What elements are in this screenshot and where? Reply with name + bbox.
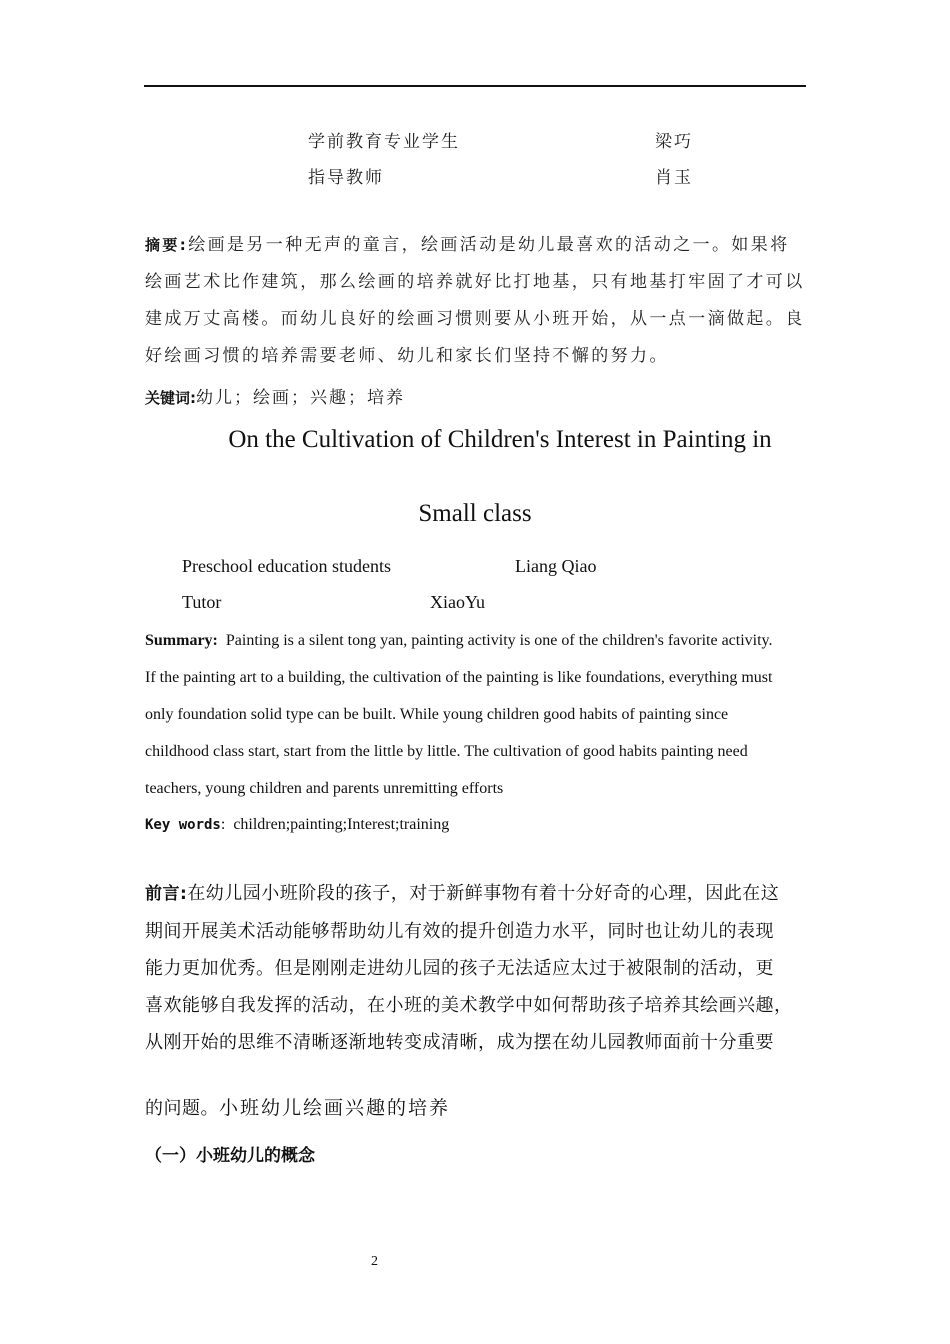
intro-line: 能力更加优秀。但是刚刚走进幼儿园的孩子无法适应太过于被限制的活动，更 bbox=[145, 958, 774, 979]
author-role-en: Preschool education students bbox=[182, 556, 391, 576]
author-role-cn: 学前教育专业学生 bbox=[308, 132, 460, 152]
keywords-cn bbox=[145, 383, 405, 408]
keywords-en-text: children;painting;Interest;training bbox=[233, 816, 450, 833]
summary-en bbox=[145, 622, 810, 807]
page-number: 2 bbox=[371, 1254, 378, 1269]
header-rule bbox=[144, 85, 806, 87]
summary-en-line: childhood class start, start from the little by little. The cultivation of good habits painting need bbox=[145, 743, 748, 760]
intro-label: 前言: bbox=[145, 884, 188, 904]
keywords-cn-label: 关键词: bbox=[145, 389, 196, 407]
abstract-cn-line: 摘要:绘画是另一种无声的童言，绘画活动是幼儿最喜欢的活动之一。如果将 bbox=[145, 235, 790, 255]
keywords-cn-text: 幼儿；绘画；兴趣；培养 bbox=[196, 388, 405, 408]
subsection-heading: （一）小班幼儿的概念 bbox=[145, 1146, 315, 1166]
summary-en-line: teachers, young children and parents unremitting efforts bbox=[145, 780, 504, 797]
title-en-line2: Small class bbox=[418, 500, 532, 527]
abstract-cn-line: 好绘画习惯的培养需要老师、幼儿和家长们坚持不懈的努力。 bbox=[145, 346, 669, 366]
intro-last-line: 的问题。小班幼儿绘画兴趣的培养 bbox=[145, 1097, 451, 1119]
summary-en-line: Summary: Painting is a silent tong yan, painting activity is one of the children's favorite activity. bbox=[145, 632, 773, 649]
author-name-en: Liang Qiao bbox=[515, 556, 597, 576]
section-title: 小班幼儿绘画兴趣的培养 bbox=[219, 1097, 451, 1119]
author-name-cn: 梁巧 bbox=[655, 132, 693, 152]
tutor-role-cn: 指导教师 bbox=[308, 168, 384, 188]
abstract-cn-line: 建成万丈高楼。而幼儿良好的绘画习惯则要从小班开始，从一点一滴做起。良 bbox=[145, 309, 805, 329]
summary-en-line: If the painting art to a building, the cultivation of the painting is like foundations, everything must bbox=[145, 669, 773, 686]
title-en-line1: On the Cultivation of Children's Interest in Painting in bbox=[228, 426, 772, 453]
intro-line: 喜欢能够自我发挥的活动，在小班的美术教学中如何帮助孩子培养其绘画兴趣， bbox=[145, 995, 793, 1016]
summary-en-line: only foundation solid type can be built. While young children good habits of painting since bbox=[145, 706, 729, 723]
tutor-name-cn: 肖玉 bbox=[655, 168, 693, 188]
tutor-name-en: XiaoYu bbox=[430, 592, 485, 612]
summary-en-label: Summary: bbox=[145, 632, 218, 649]
intro-line: 期间开展美术活动能够帮助幼儿有效的提升创造力水平，同时也让幼儿的表现 bbox=[145, 921, 774, 942]
abstract-cn-label: 摘要: bbox=[145, 236, 189, 254]
tutor-role-en: Tutor bbox=[182, 592, 222, 612]
intro bbox=[145, 875, 825, 1061]
abstract-cn bbox=[145, 227, 810, 375]
keywords-en-label: Key words bbox=[145, 817, 221, 833]
intro-line: 前言:在幼儿园小班阶段的孩子，对于新鲜事物有着十分好奇的心理，因此在这 bbox=[145, 883, 780, 904]
keywords-en: Key words: children;painting;Interest;training bbox=[145, 816, 450, 833]
abstract-cn-line: 绘画艺术比作建筑，那么绘画的培养就好比打地基，只有地基打牢固了才可以 bbox=[145, 272, 805, 292]
intro-line: 从刚开始的思维不清晰逐渐地转变成清晰，成为摆在幼儿园教师面前十分重要 bbox=[145, 1032, 774, 1053]
